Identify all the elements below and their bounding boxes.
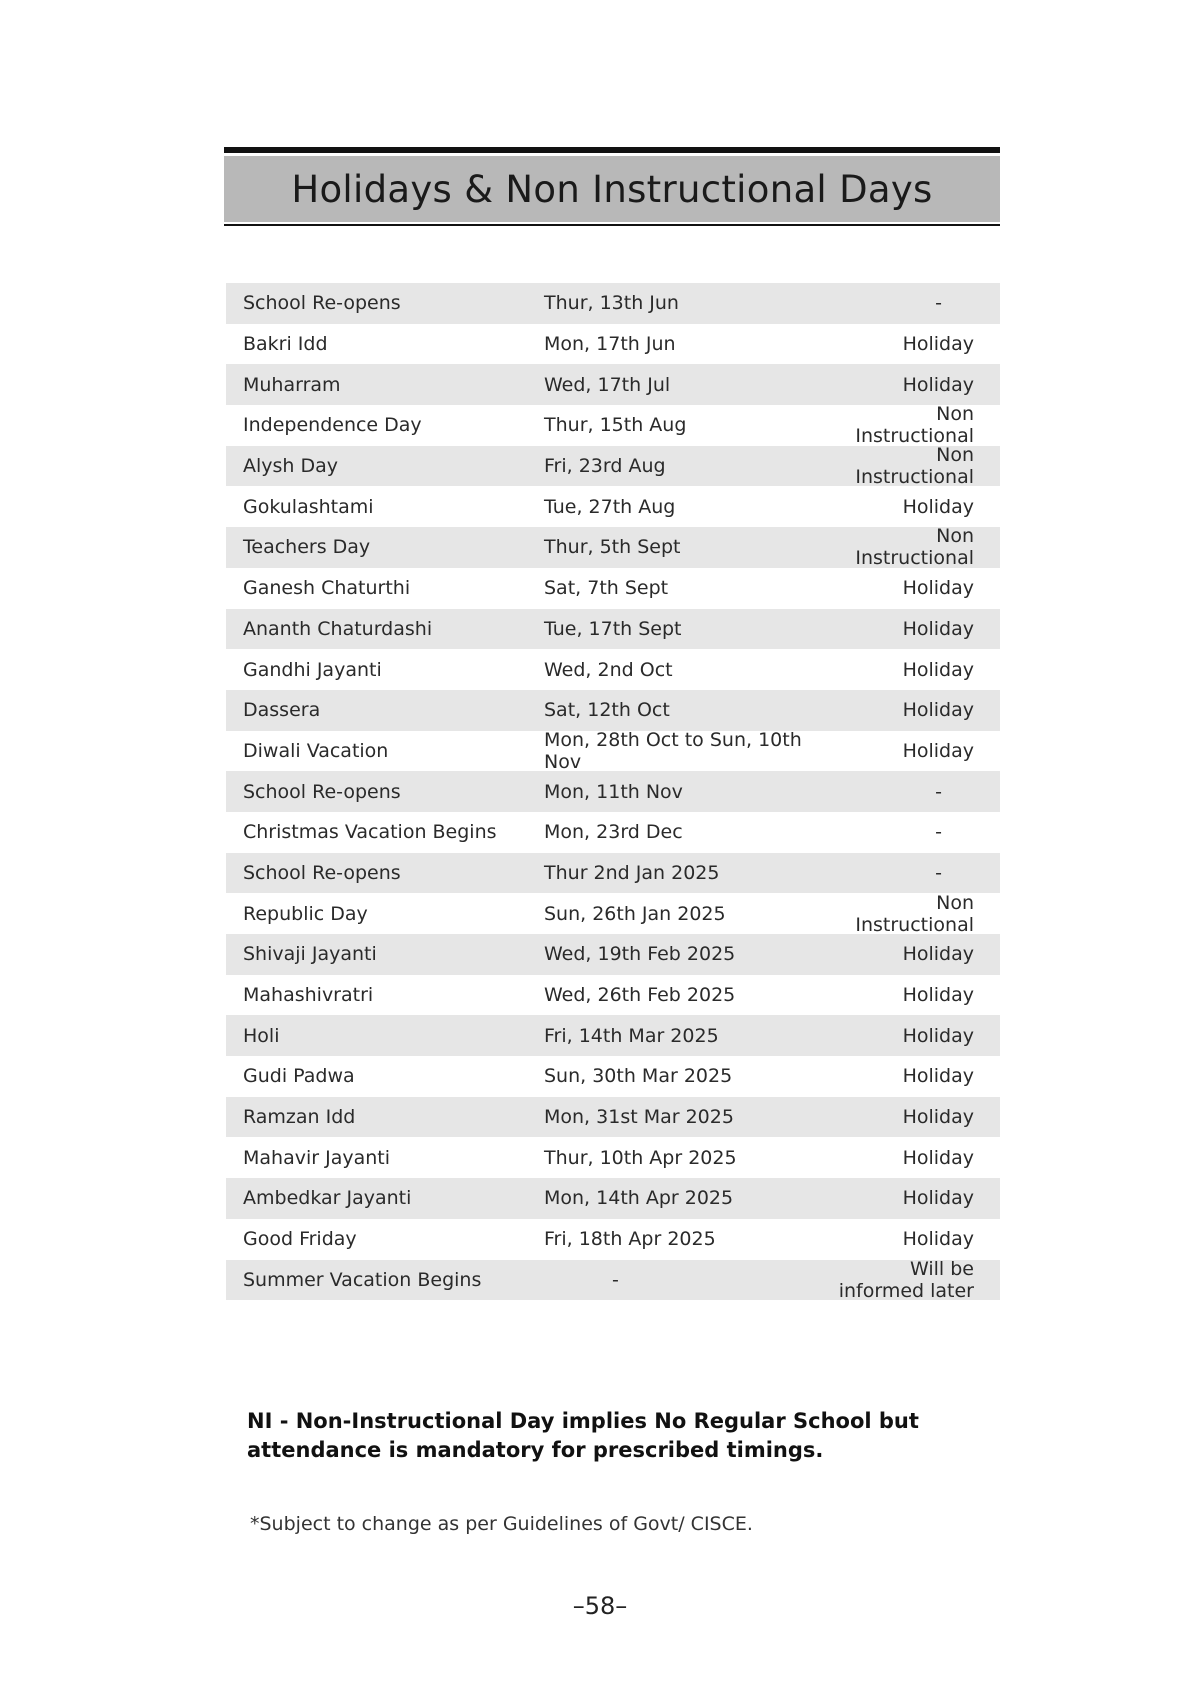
table-row: [226, 934, 1000, 975]
table-row: [226, 1137, 1000, 1178]
event-type: Holiday: [902, 658, 974, 681]
event-type: Holiday: [902, 1106, 974, 1129]
table-row: [226, 527, 1000, 568]
table-row: [226, 568, 1000, 609]
event-type: Holiday: [902, 699, 974, 722]
event-name: Independence Day: [243, 414, 422, 437]
table-row: [226, 324, 1000, 365]
event-type: Holiday: [902, 1187, 974, 1210]
event-date: Wed, 2nd Oct: [544, 658, 673, 681]
event-date: Sat, 7th Sept: [544, 577, 669, 600]
event-name: Summer Vacation Begins: [243, 1268, 482, 1291]
event-date: Wed, 17th Jul: [544, 373, 671, 396]
event-date: -: [612, 1268, 619, 1291]
event-type: -: [935, 821, 942, 844]
event-type: Holiday: [902, 1228, 974, 1251]
event-name: Gokulashtami: [243, 495, 374, 518]
event-name: Ganesh Chaturthi: [243, 577, 411, 600]
event-name: Muharram: [243, 373, 341, 396]
event-name: Bakri Idd: [243, 333, 328, 356]
table-row: [226, 728, 1000, 773]
event-type: -: [935, 861, 942, 884]
event-date: Thur, 13th Jun: [544, 292, 679, 315]
title-banner: [224, 147, 1000, 226]
table-row: [226, 1178, 1000, 1219]
event-type: Holiday: [902, 739, 974, 762]
event-name: Alysh Day: [243, 455, 339, 478]
event-type: Holiday: [902, 333, 974, 356]
title-top-rule: [224, 147, 1000, 153]
page-title: Holidays & Non Instructional Days: [291, 167, 933, 211]
event-name: Ananth Chaturdashi: [243, 617, 433, 640]
table-row: [226, 812, 1000, 853]
table-row: [226, 1097, 1000, 1138]
event-date: Fri, 14th Mar 2025: [544, 1024, 719, 1047]
footnote: *Subject to change as per Guidelines of Govt/ CISCE.: [250, 1513, 753, 1535]
event-type: Will be informed later: [838, 1257, 974, 1302]
event-name: Mahashivratri: [243, 984, 374, 1007]
table-row: [226, 893, 1000, 934]
event-type: -: [935, 292, 942, 315]
table-row: [226, 405, 1000, 446]
event-name: Good Friday: [243, 1228, 357, 1251]
event-date: Mon, 28th Oct to Sun, 10th Nov: [544, 728, 802, 773]
table-row: [226, 853, 1000, 894]
event-type: Non Instructional: [855, 403, 974, 448]
event-date: Sat, 12th Oct: [544, 699, 670, 722]
event-type: Holiday: [902, 617, 974, 640]
event-date: Mon, 11th Nov: [544, 780, 683, 803]
event-date: Mon, 31st Mar 2025: [544, 1106, 734, 1129]
event-date: Thur, 10th Apr 2025: [544, 1146, 737, 1169]
event-name: Shivaji Jayanti: [243, 943, 377, 966]
event-type: -: [935, 780, 942, 803]
event-date: Thur 2nd Jan 2025: [544, 861, 720, 884]
event-type: Non Instructional: [855, 525, 974, 570]
event-name: Ramzan Idd: [243, 1106, 356, 1129]
event-date: Thur, 5th Sept: [544, 536, 681, 559]
event-name: Christmas Vacation Begins: [243, 821, 497, 844]
event-date: Mon, 17th Jun: [544, 333, 676, 356]
table-row: [226, 975, 1000, 1016]
table-row: [226, 1056, 1000, 1097]
event-name: Teachers Day: [243, 536, 371, 559]
table-row: [226, 446, 1000, 487]
event-type: Non Instructional: [855, 444, 974, 489]
event-date: Fri, 18th Apr 2025: [544, 1228, 716, 1251]
event-name: Diwali Vacation: [243, 739, 389, 762]
event-type: Holiday: [902, 1024, 974, 1047]
table-row: [226, 609, 1000, 650]
table-row: [226, 649, 1000, 690]
event-name: Gandhi Jayanti: [243, 658, 382, 681]
event-date: Tue, 17th Sept: [544, 617, 682, 640]
event-name: School Re-opens: [243, 292, 401, 315]
event-name: Mahavir Jayanti: [243, 1146, 390, 1169]
table-row: [226, 283, 1000, 324]
event-date: Wed, 26th Feb 2025: [544, 984, 736, 1007]
event-date: Tue, 27th Aug: [544, 495, 676, 518]
page-number: –58–: [572, 1592, 628, 1620]
event-date: Fri, 23rd Aug: [544, 455, 666, 478]
title-bottom-rule: [224, 224, 1000, 226]
event-type: Holiday: [902, 943, 974, 966]
event-name: Gudi Padwa: [243, 1065, 355, 1088]
event-name: Dassera: [243, 699, 321, 722]
event-date: Mon, 23rd Dec: [544, 821, 683, 844]
event-type: Holiday: [902, 1065, 974, 1088]
event-name: Ambedkar Jayanti: [243, 1187, 412, 1210]
event-date: Sun, 30th Mar 2025: [544, 1065, 733, 1088]
table-row: [226, 1015, 1000, 1056]
event-name: Republic Day: [243, 902, 368, 925]
event-date: Wed, 19th Feb 2025: [544, 943, 736, 966]
event-date: Sun, 26th Jan 2025: [544, 902, 726, 925]
event-date: Mon, 14th Apr 2025: [544, 1187, 734, 1210]
event-name: School Re-opens: [243, 780, 401, 803]
table-row: [226, 486, 1000, 527]
holiday-table: [226, 283, 1000, 1300]
event-type: Holiday: [902, 984, 974, 1007]
table-row: [226, 690, 1000, 731]
table-row: [226, 364, 1000, 405]
title-box: [224, 156, 1000, 222]
table-row: [226, 1257, 1000, 1302]
event-type: Holiday: [902, 1146, 974, 1169]
event-type: Holiday: [902, 577, 974, 600]
table-row: [226, 771, 1000, 812]
event-type: Non Instructional: [855, 891, 974, 936]
ni-note: NI - Non-Instructional Day implies No Regular School but attendance is mandatory for prescribed timings.: [247, 1409, 919, 1462]
event-type: Holiday: [902, 373, 974, 396]
event-name: School Re-opens: [243, 861, 401, 884]
event-type: Holiday: [902, 495, 974, 518]
event-date: Thur, 15th Aug: [544, 414, 687, 437]
table-row: [226, 1219, 1000, 1260]
event-name: Holi: [243, 1024, 280, 1047]
